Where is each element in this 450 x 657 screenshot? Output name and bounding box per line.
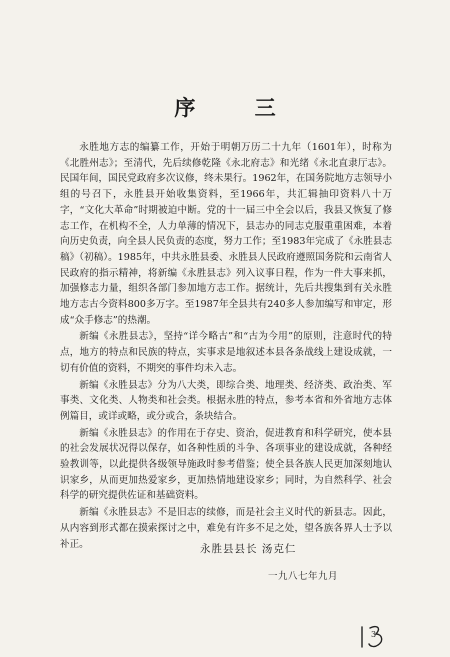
paragraph: 新编《永胜县志》不是旧志的续修，而是社会主义时代的新县志。因此，从内容到形式都在摸索探讨之中，难免有许多不足之处，望各族各界人士予以补正。	[60, 507, 392, 550]
handwritten-mark	[358, 623, 390, 649]
preface-body	[60, 140, 392, 553]
paragraph: 新编《永胜县志》，坚持“详今略古”和“古为今用”的原则，注意时代的特点，地方的特点和民族的特点，实事求是地叙述本县各条战线上建设成就，一切有价值的资料，不期突的事件均未入志。	[60, 331, 392, 374]
page-number: 3	[371, 630, 377, 639]
signature: 永胜县县长 汤克仁	[200, 543, 297, 555]
paragraph: 永胜地方志的编纂工作，开始于明朝万历二十九年（1601年），时称为《北胜州志》；至清代，先后续修乾隆《永北府志》和光绪《永北直隶厅志》。民国年间，国民党政府多次议修，终未果行。1962年，在国务院地方志领导小组的号召下，永胜县开始收集资料，至1966年，共汇辑抽印资料八十万字，“文化大革命”时期被迫中断。党的十一届三中全会以后，我县又恢复了修志工作，在机构不全，人力单薄的情况下，县志办的同志克服重重困难，本着向历史负责，向全县人民负责的态度，努力工作；至1983年完成了《永胜县志稿》（初稿）。1985年，中共永胜县委、永胜县人民政府遵照国务院和云南省人民政府的指示精神，将新编《永胜县志》列入议事日程，作为一件大事来抓，加强修志力量，组织各部门参加地方志工作。据统计，先后共搜集到有关永胜地方志古今资料800多万字。至1987年全县共有240多人参加编写和审定，形成“众手修志”的热潮。	[60, 142, 392, 326]
paragraph: 新编《永胜县志》分为八大类，即综合类、地理类、经济类、政治类、军事类、文化类、人物类和社会类。根据永胜的特点，参考本省和外省地方志体例篇目，或详或略，或分或合，条块结合。	[60, 379, 392, 422]
page-title: 序 三	[174, 96, 302, 120]
paragraph: 新编《永胜县志》的作用在于存史、资治，促进教育和科学研究，使本县的社会发展状况得以保存，如各种性质的斗争、各项事业的建设成就，各种经验教训等，以此提供各级领导施政时参考借鉴；使全县各族人民更加深刻地认识家乡，从而更加热爱家乡，更加热情地建设家乡；同时，为自然科学、社会科学的研究提供佐证和基础资料。	[60, 427, 392, 502]
signature-date: 一九八七年九月	[268, 571, 339, 582]
